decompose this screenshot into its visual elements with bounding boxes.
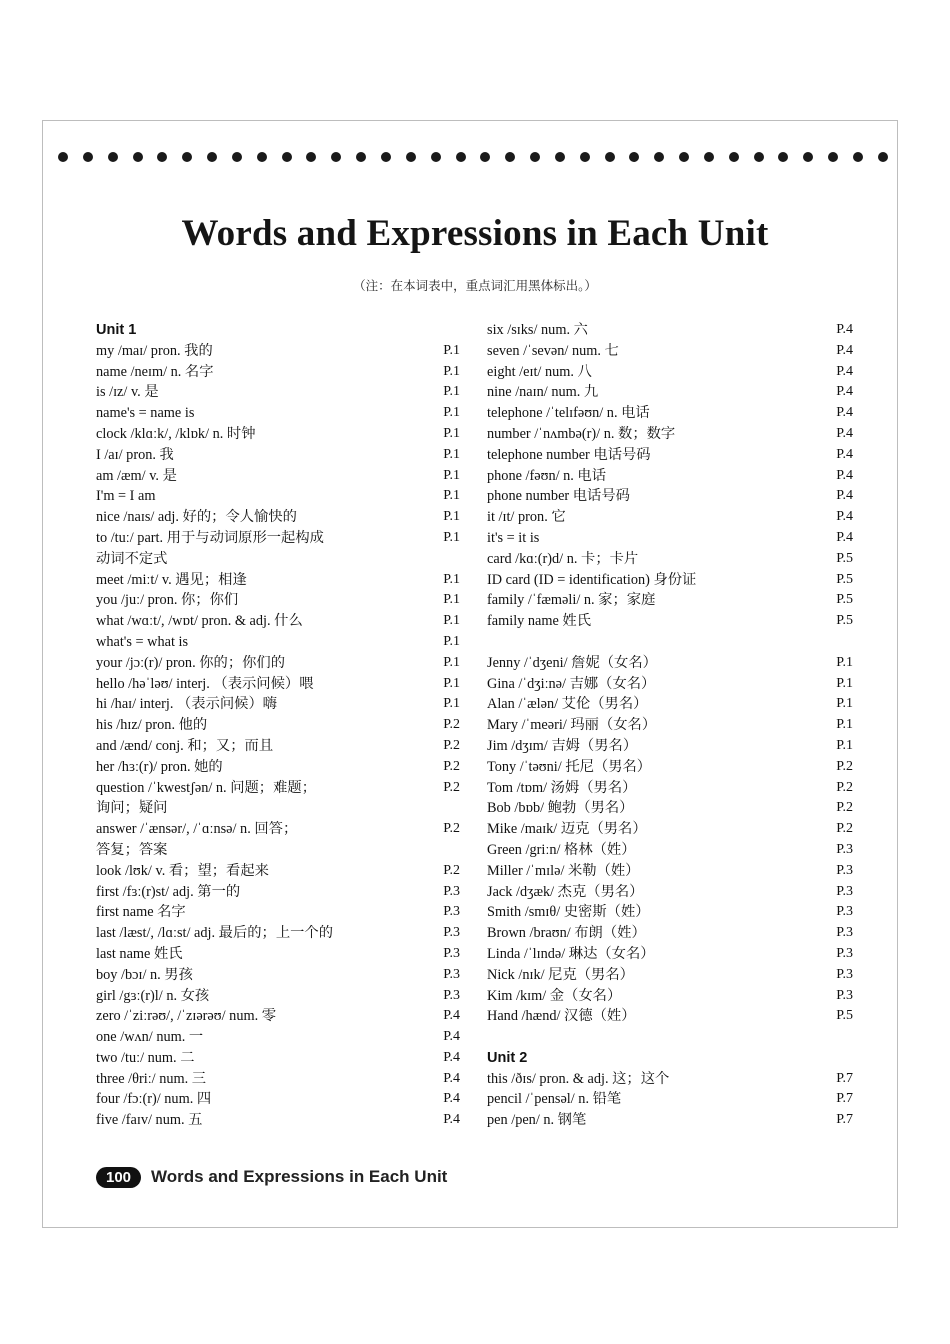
decorative-dot bbox=[431, 152, 441, 162]
decorative-dot bbox=[629, 152, 639, 162]
vocab-entry bbox=[96, 1027, 460, 1048]
vocab-entry bbox=[96, 965, 460, 986]
page-reference: P.4 bbox=[443, 1091, 460, 1107]
vocab-entry bbox=[96, 715, 460, 736]
vocab-text: family name 姓氏 bbox=[487, 613, 592, 630]
vocab-entry bbox=[487, 570, 853, 591]
vocab-entry bbox=[487, 320, 853, 341]
page-reference: P.1 bbox=[443, 342, 460, 358]
vocab-entry bbox=[487, 445, 853, 466]
vocab-entry bbox=[487, 507, 853, 528]
page-number-badge: 100 bbox=[96, 1167, 141, 1188]
vocab-entry bbox=[96, 653, 460, 674]
page-note: （注：在本词表中，重点词汇用黑体标出。） bbox=[353, 278, 597, 293]
page-reference: P.1 bbox=[443, 488, 460, 504]
page-footer bbox=[96, 1164, 447, 1190]
vocab-text: clock /klɑːk/, /klɒk/ n. 时钟 bbox=[96, 425, 256, 442]
vocab-text: seven /ˈsevən/ num. 七 bbox=[487, 342, 619, 359]
vocab-entry bbox=[96, 819, 460, 861]
vocab-text: this /ðɪs/ pron. & adj. 这；这个 bbox=[487, 1070, 670, 1087]
left-column bbox=[96, 320, 460, 1131]
decorative-dot bbox=[406, 152, 416, 162]
page-reference: P.5 bbox=[836, 613, 853, 629]
vocab-entry bbox=[96, 528, 460, 570]
vocab-text: am /æm/ v. 是 bbox=[96, 467, 177, 484]
vocab-text: her /hɜː(r)/ pron. 她的 bbox=[96, 758, 223, 775]
vocab-entry bbox=[487, 798, 853, 819]
vocab-entry bbox=[96, 486, 460, 507]
vocab-text: eight /eɪt/ num. 八 bbox=[487, 363, 592, 380]
vocab-entry bbox=[487, 549, 853, 570]
vocab-text: phone /fəʊn/ n. 电话 bbox=[487, 467, 607, 484]
vocab-text: and /ænd/ conj. 和；又；而且 bbox=[96, 737, 274, 754]
vocab-text: to /tuː/ part. 用于与动词原形一起构成 动词不定式 bbox=[96, 529, 324, 567]
page-reference: P.2 bbox=[836, 821, 853, 837]
page-reference: P.4 bbox=[443, 1070, 460, 1086]
page-reference: P.5 bbox=[836, 550, 853, 566]
vocab-entry bbox=[96, 736, 460, 757]
vocab-text: meet /miːt/ v. 遇见；相逢 bbox=[96, 571, 247, 588]
vocab-entry bbox=[96, 694, 460, 715]
decorative-dot bbox=[282, 152, 292, 162]
vocab-text: Jack /dʒæk/ 杰克（男名） bbox=[487, 883, 644, 900]
decorative-dot bbox=[605, 152, 615, 162]
vocab-text: nice /naɪs/ adj. 好的；令人愉快的 bbox=[96, 509, 297, 526]
decorative-dot bbox=[505, 152, 515, 162]
decorative-dot bbox=[257, 152, 267, 162]
vocab-entry bbox=[96, 570, 460, 591]
page-reference: P.4 bbox=[836, 488, 853, 504]
vocab-text: what's = what is bbox=[96, 633, 189, 650]
page-reference: P.3 bbox=[443, 966, 460, 982]
vocab-text: card /kɑː(r)d/ n. 卡；卡片 bbox=[487, 550, 639, 567]
page-reference: P.3 bbox=[443, 904, 460, 920]
page-reference: P.5 bbox=[836, 1008, 853, 1024]
vocab-entry bbox=[96, 590, 460, 611]
vocab-entry bbox=[96, 1110, 460, 1131]
vocab-entry bbox=[96, 507, 460, 528]
vocab-text: three /θriː/ num. 三 bbox=[96, 1070, 207, 1087]
vocab-text: telephone /ˈtelɪfəʊn/ n. 电话 bbox=[487, 405, 650, 422]
page-reference: P.3 bbox=[836, 862, 853, 878]
vocab-text: name's = name is bbox=[96, 405, 195, 422]
page-reference: P.1 bbox=[836, 737, 853, 753]
vocab-entry bbox=[487, 757, 853, 778]
vocab-entry bbox=[487, 986, 853, 1007]
vocab-text: answer /ˈænsər/, /ˈɑːnsə/ n. 回答； 答复；答案 bbox=[96, 821, 298, 858]
vocab-text: Gina /ˈdʒiːnə/ 吉娜（女名） bbox=[487, 675, 656, 692]
page-reference: P.2 bbox=[443, 737, 460, 753]
vocab-text: one /wʌn/ num. 一 bbox=[96, 1029, 204, 1046]
page-reference: P.7 bbox=[836, 1070, 853, 1086]
vocab-entry bbox=[96, 341, 460, 362]
decorative-dot bbox=[754, 152, 764, 162]
page-reference: P.1 bbox=[443, 446, 460, 462]
page-reference: P.1 bbox=[836, 654, 853, 670]
page-reference: P.2 bbox=[443, 779, 460, 795]
vocab-text: phone number 电话号码 bbox=[487, 488, 630, 505]
spacer bbox=[487, 1027, 853, 1048]
page-reference: P.4 bbox=[836, 384, 853, 400]
vocab-entry bbox=[487, 486, 853, 507]
vocab-text: his /hɪz/ pron. 他的 bbox=[96, 717, 208, 734]
decorative-dot bbox=[331, 152, 341, 162]
vocab-entry bbox=[487, 819, 853, 840]
vocab-text: Mike /maɪk/ 迈克（男名） bbox=[487, 821, 647, 838]
page-reference: P.2 bbox=[443, 821, 460, 837]
vocab-entry bbox=[96, 611, 460, 632]
vocab-text: Linda /ˈlɪndə/ 琳达（女名） bbox=[487, 945, 655, 962]
vocab-text: you /juː/ pron. 你；你们 bbox=[96, 592, 239, 609]
page-reference: P.1 bbox=[443, 363, 460, 379]
vocab-text: pencil /ˈpensəl/ n. 铅笔 bbox=[487, 1091, 622, 1108]
vocab-entry bbox=[487, 715, 853, 736]
spacer bbox=[487, 632, 853, 653]
vocab-entry bbox=[96, 1048, 460, 1069]
vocab-text: last /læst/, /lɑːst/ adj. 最后的；上一个的 bbox=[96, 925, 334, 942]
page-reference: P.2 bbox=[836, 779, 853, 795]
page-reference: P.1 bbox=[443, 592, 460, 608]
page-reference: P.3 bbox=[443, 883, 460, 899]
vocab-entry bbox=[96, 1006, 460, 1027]
page-reference: P.4 bbox=[836, 363, 853, 379]
vocab-entry bbox=[487, 341, 853, 362]
decorative-dot bbox=[157, 152, 167, 162]
vocab-text: Miller /ˈmɪlə/ 米勒（姓） bbox=[487, 862, 640, 879]
vocab-text: look /lʊk/ v. 看；望；看起来 bbox=[96, 862, 269, 879]
vocab-text: name /neɪm/ n. 名字 bbox=[96, 363, 214, 380]
vocab-text: first name 名字 bbox=[96, 904, 186, 921]
page-reference: P.3 bbox=[836, 987, 853, 1003]
page-reference: P.3 bbox=[443, 987, 460, 1003]
decorative-dot bbox=[182, 152, 192, 162]
vocab-entry bbox=[487, 1110, 853, 1131]
page-reference: P.4 bbox=[836, 405, 853, 421]
page-reference: P.3 bbox=[836, 945, 853, 961]
vocab-entry bbox=[96, 362, 460, 383]
vocab-text: five /faɪv/ num. 五 bbox=[96, 1112, 203, 1129]
decorative-dot bbox=[580, 152, 590, 162]
vocab-text: Hand /hænd/ 汉德（姓） bbox=[487, 1008, 636, 1025]
page-reference: P.3 bbox=[836, 883, 853, 899]
vocab-text: Alan /ˈælən/ 艾伦（男名） bbox=[487, 696, 648, 713]
decorative-dot bbox=[530, 152, 540, 162]
decorative-dot bbox=[133, 152, 143, 162]
vocab-entry bbox=[96, 923, 460, 944]
vocab-text: Kim /kɪm/ 金（女名） bbox=[487, 987, 622, 1004]
vocab-entry bbox=[487, 382, 853, 403]
vocab-entry bbox=[487, 611, 853, 632]
vocab-entry bbox=[96, 778, 460, 820]
right-column bbox=[487, 320, 853, 1131]
decorative-dot bbox=[803, 152, 813, 162]
vocab-text: girl /gɜː(r)l/ n. 女孩 bbox=[96, 987, 210, 1004]
vocab-entry bbox=[487, 1069, 853, 1090]
page-reference: P.1 bbox=[443, 675, 460, 691]
vocab-entry bbox=[96, 674, 460, 695]
page-reference: P.1 bbox=[443, 405, 460, 421]
decorative-dot bbox=[381, 152, 391, 162]
vocab-entry bbox=[487, 736, 853, 757]
vocab-entry bbox=[487, 840, 853, 861]
vocab-text: ID card (ID = identification) 身份证 bbox=[487, 571, 697, 588]
vocab-entry bbox=[487, 528, 853, 549]
page-reference: P.3 bbox=[836, 966, 853, 982]
decorative-dot bbox=[456, 152, 466, 162]
vocab-text: Green /griːn/ 格林（姓） bbox=[487, 841, 636, 858]
vocab-entry bbox=[96, 902, 460, 923]
decorative-dot bbox=[83, 152, 93, 162]
vocab-entry bbox=[487, 861, 853, 882]
decorative-dot bbox=[778, 152, 788, 162]
decorative-dot bbox=[108, 152, 118, 162]
vocab-text: it's = it is bbox=[487, 529, 540, 546]
vocab-entry bbox=[487, 1006, 853, 1027]
page-reference: P.3 bbox=[836, 925, 853, 941]
vocab-text: pen /pen/ n. 钢笔 bbox=[487, 1112, 587, 1129]
vocab-text: Mary /ˈmeəri/ 玛丽（女名） bbox=[487, 717, 657, 734]
page-reference: P.4 bbox=[443, 1008, 460, 1024]
vocab-entry bbox=[96, 466, 460, 487]
vocab-text: six /sɪks/ num. 六 bbox=[487, 322, 588, 338]
vocab-text: Jenny /ˈdʒeni/ 詹妮（女名） bbox=[487, 654, 657, 671]
page-reference: P.1 bbox=[443, 384, 460, 400]
vocab-text: number /ˈnʌmbə(r)/ n. 数；数字 bbox=[487, 425, 676, 442]
vocab-text: boy /bɔɪ/ n. 男孩 bbox=[96, 966, 193, 983]
vocab-entry bbox=[96, 445, 460, 466]
decorative-dot bbox=[654, 152, 664, 162]
vocab-entry bbox=[487, 1089, 853, 1110]
page-reference: P.2 bbox=[443, 758, 460, 774]
page-reference: P.4 bbox=[443, 1049, 460, 1065]
page-reference: P.4 bbox=[443, 1112, 460, 1128]
vocab-text: first /fɜː(r)st/ adj. 第一的 bbox=[96, 883, 241, 900]
vocab-entry bbox=[487, 694, 853, 715]
decorative-dot bbox=[704, 152, 714, 162]
vocab-text: hello /həˈləʊ/ interj. （表示问候）喂 bbox=[96, 675, 314, 692]
page-reference: P.4 bbox=[836, 467, 853, 483]
page-reference: P.1 bbox=[443, 654, 460, 670]
page-reference: P.4 bbox=[836, 322, 853, 337]
decorative-dot bbox=[480, 152, 490, 162]
page-reference: P.1 bbox=[443, 633, 460, 649]
page-reference: P.1 bbox=[836, 717, 853, 733]
page-reference: P.4 bbox=[836, 342, 853, 358]
decorative-dot bbox=[679, 152, 689, 162]
decorative-dot bbox=[853, 152, 863, 162]
page-title: Words and Expressions in Each Unit bbox=[181, 213, 769, 254]
vocab-text: two /tuː/ num. 二 bbox=[96, 1049, 195, 1066]
vocab-text: last name 姓氏 bbox=[96, 945, 183, 962]
vocab-entry bbox=[487, 466, 853, 487]
page-reference: P.2 bbox=[443, 862, 460, 878]
unit-heading: Unit 2 bbox=[487, 1049, 528, 1066]
vocab-entry bbox=[487, 965, 853, 986]
vocab-entry bbox=[96, 382, 460, 403]
vocab-entry bbox=[487, 674, 853, 695]
page-reference: P.3 bbox=[836, 904, 853, 920]
vocab-text: your /jɔː(r)/ pron. 你的；你们的 bbox=[96, 654, 286, 671]
vocab-entry bbox=[96, 403, 460, 424]
vocab-entry bbox=[96, 757, 460, 778]
vocab-text: telephone number 电话号码 bbox=[487, 446, 651, 463]
vocab-entry bbox=[96, 986, 460, 1007]
vocab-text: I /aɪ/ pron. 我 bbox=[96, 446, 174, 463]
vocab-text: is /ɪz/ v. 是 bbox=[96, 384, 159, 401]
vocab-entry bbox=[96, 632, 460, 653]
page-reference: P.4 bbox=[836, 509, 853, 525]
page-reference: P.1 bbox=[443, 529, 460, 545]
decorative-dot bbox=[207, 152, 217, 162]
decorative-dot bbox=[828, 152, 838, 162]
vocab-text: zero /ˈziːrəʊ/, /ˈzɪərəʊ/ num. 零 bbox=[96, 1008, 277, 1025]
vocab-entry bbox=[487, 362, 853, 383]
vocab-text: I'm = I am bbox=[96, 488, 156, 505]
decorative-dot bbox=[729, 152, 739, 162]
page-reference: P.5 bbox=[836, 571, 853, 587]
vocab-text: Nick /nɪk/ 尼克（男名） bbox=[487, 966, 634, 983]
page-reference: P.1 bbox=[443, 613, 460, 629]
vocab-text: Smith /smɪθ/ 史密斯（姓） bbox=[487, 904, 650, 921]
vocab-entry bbox=[487, 882, 853, 903]
vocab-entry bbox=[96, 1089, 460, 1110]
page-reference: P.2 bbox=[836, 800, 853, 816]
page-reference: P.4 bbox=[836, 446, 853, 462]
vocab-text: Tony /ˈtəʊni/ 托尼（男名） bbox=[487, 758, 652, 775]
decorative-dot bbox=[356, 152, 366, 162]
page-reference: P.3 bbox=[836, 841, 853, 857]
page-reference: P.7 bbox=[836, 1112, 853, 1128]
page-reference: P.1 bbox=[836, 675, 853, 691]
page-reference: P.2 bbox=[836, 758, 853, 774]
vocab-text: my /maɪ/ pron. 我的 bbox=[96, 342, 213, 359]
vocab-text: family /ˈfæməli/ n. 家；家庭 bbox=[487, 592, 656, 609]
vocab-entry bbox=[487, 424, 853, 445]
page-reference: P.4 bbox=[836, 529, 853, 545]
decorative-dot bbox=[232, 152, 242, 162]
vocab-text: Bob /bɒb/ 鲍勃（男名） bbox=[487, 800, 634, 817]
decorative-dot bbox=[306, 152, 316, 162]
page-reference: P.1 bbox=[443, 571, 460, 587]
page-reference: P.3 bbox=[443, 945, 460, 961]
decorative-dot bbox=[878, 152, 888, 162]
vocab-entry bbox=[487, 653, 853, 674]
vocab-text: four /fɔː(r)/ num. 四 bbox=[96, 1091, 212, 1108]
page-reference: P.1 bbox=[443, 509, 460, 525]
page-reference: P.3 bbox=[443, 925, 460, 941]
page-reference: P.1 bbox=[443, 425, 460, 441]
vocab-entry bbox=[487, 778, 853, 799]
vocab-text: Jim /dʒɪm/ 吉姆（男名） bbox=[487, 737, 638, 754]
vocab-text: what /wɑːt/, /wɒt/ pron. & adj. 什么 bbox=[96, 613, 303, 630]
decorative-dot bbox=[555, 152, 565, 162]
vocab-text: question /ˈkwestʃən/ n. 问题；难题； 询问；疑问 bbox=[96, 779, 316, 817]
vocab-entry bbox=[96, 424, 460, 445]
vocab-entry bbox=[487, 403, 853, 424]
vocab-entry bbox=[487, 923, 853, 944]
vocab-entry bbox=[487, 902, 853, 923]
page-reference: P.1 bbox=[836, 696, 853, 712]
dot-border bbox=[58, 150, 888, 164]
vocab-entry bbox=[487, 944, 853, 965]
page-reference: P.2 bbox=[443, 717, 460, 733]
vocab-entry bbox=[487, 590, 853, 611]
page-reference: P.4 bbox=[836, 425, 853, 441]
vocab-text: Brown /braʊn/ 布朗（姓） bbox=[487, 925, 646, 942]
page-reference: P.7 bbox=[836, 1091, 853, 1107]
page-reference: P.1 bbox=[443, 696, 460, 712]
vocab-text: it /ɪt/ pron. 它 bbox=[487, 509, 566, 526]
vocab-text: Tom /tɒm/ 汤姆（男名） bbox=[487, 779, 637, 796]
footer-title: Words and Expressions in Each Unit bbox=[151, 1167, 448, 1186]
page-reference: P.5 bbox=[836, 592, 853, 608]
page-reference: P.4 bbox=[443, 1029, 460, 1045]
unit-heading: Unit 1 bbox=[96, 322, 137, 338]
vocab-entry bbox=[96, 1069, 460, 1090]
page-reference: P.1 bbox=[443, 467, 460, 483]
vocab-entry bbox=[96, 882, 460, 903]
vocab-text: hi /haɪ/ interj. （表示问候）嗨 bbox=[96, 696, 278, 713]
vocab-entry bbox=[96, 944, 460, 965]
vocab-entry bbox=[96, 861, 460, 882]
decorative-dot bbox=[58, 152, 68, 162]
vocab-text: nine /naɪn/ num. 九 bbox=[487, 384, 599, 401]
